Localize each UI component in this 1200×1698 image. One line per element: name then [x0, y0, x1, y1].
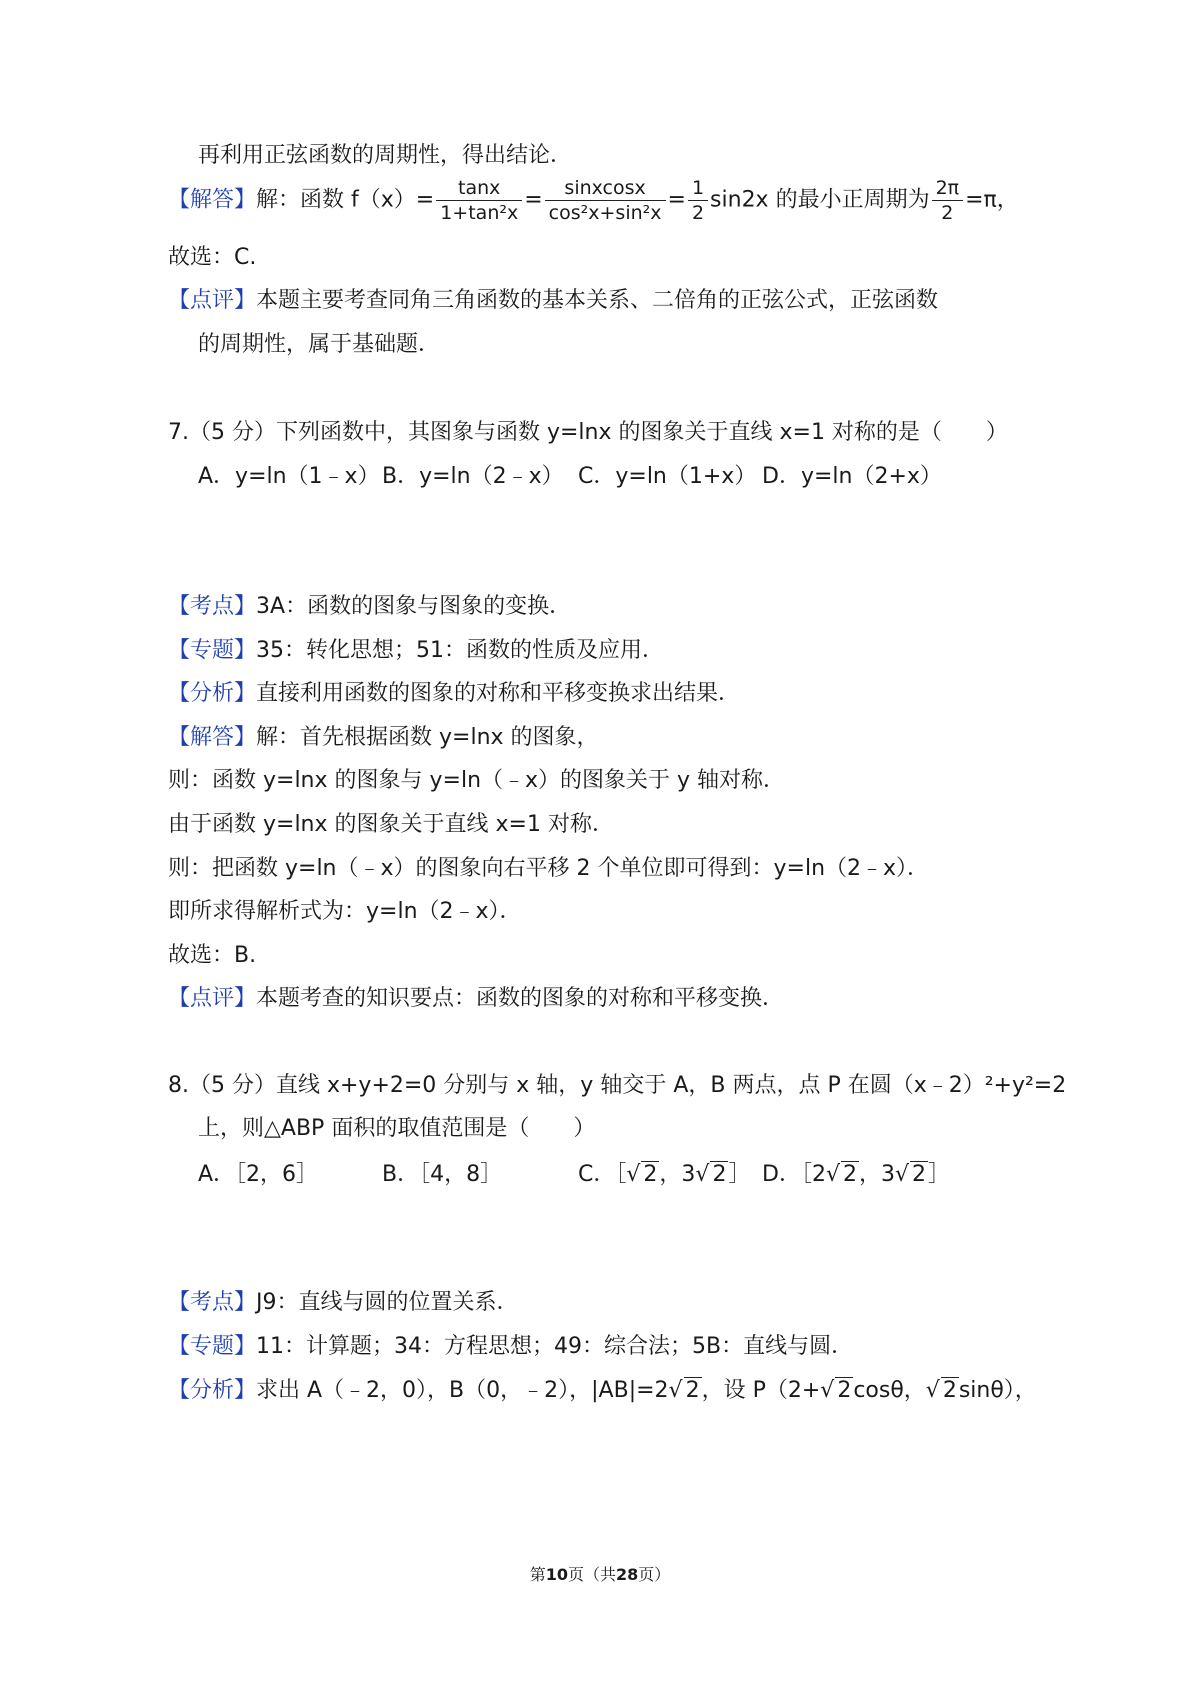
text: B．［4，8］ — [382, 1162, 503, 1187]
text-line — [168, 897, 522, 927]
footer-text: 页） — [638, 1565, 671, 1584]
section-tag: 【专题】 — [168, 638, 257, 663]
fraction — [545, 176, 666, 225]
radicand: 2 — [837, 1378, 852, 1403]
question-stem: 7.（5 分）下列函数中，其图象与函数 y=lnx 的图象关于直线 x=1 对称的是（ ） — [168, 420, 1008, 445]
numerator: 2π — [932, 176, 964, 201]
text: 即所求得解析式为：y=ln（2﹣x）． — [168, 899, 522, 924]
section-tag: 【考点】 — [168, 1290, 257, 1315]
text: 11：计算题；34：方程思想；49：综合法；5B：直线与圆． — [256, 1334, 854, 1359]
text: D．y=ln（2+x） — [762, 464, 942, 489]
text: 由于函数 y=lnx 的图象关于直线 x=1 对称． — [168, 812, 614, 837]
footer-text: 第 — [529, 1565, 546, 1584]
text: ，3 — [659, 1162, 696, 1187]
question-8 — [168, 1071, 1066, 1101]
total-pages: 28 — [616, 1565, 639, 1584]
text: ］ — [728, 1162, 751, 1187]
text: 解：首先根据函数 y=lnx 的图象， — [256, 725, 599, 750]
text-line — [198, 141, 572, 171]
text: ］ — [928, 1162, 951, 1187]
text-line — [168, 243, 256, 273]
option-a — [198, 462, 380, 492]
text-line — [168, 766, 785, 796]
option-b — [382, 1160, 502, 1190]
text: ，设 P（2+ — [701, 1378, 821, 1403]
option-d: D．［2√ 2，3√ 2］ — [762, 1162, 951, 1187]
radicand: 2 — [643, 1162, 658, 1187]
page-number: 10 — [545, 1565, 568, 1584]
text: cosθ， — [853, 1378, 926, 1403]
text: sin2x 的最小正周期为 — [710, 187, 930, 213]
radicand: 2 — [842, 1162, 857, 1187]
text-line — [168, 810, 614, 840]
text: A．［2，6］ — [198, 1162, 319, 1187]
numerator: sinxcosx — [545, 176, 666, 201]
question-7 — [168, 418, 1008, 448]
text-line — [168, 941, 256, 971]
section-tag: 【考点】 — [168, 594, 257, 619]
solution-line — [168, 176, 1019, 225]
text: =π， — [965, 187, 1019, 213]
text: A．y=ln（1﹣x） — [198, 464, 380, 489]
fraction — [688, 176, 708, 225]
section-tag: 【点评】 — [168, 288, 257, 313]
text: sinθ）， — [958, 1378, 1037, 1403]
option-b — [382, 462, 564, 492]
text-line — [198, 1114, 595, 1144]
text: 本题主要考查同角三角函数的基本关系、二倍角的正弦公式，正弦函数 — [256, 288, 939, 313]
radicand: 2 — [912, 1162, 927, 1187]
section-tag: 【点评】 — [168, 986, 257, 1011]
comment-line — [168, 984, 784, 1014]
section-tag: 【解答】 — [168, 725, 257, 750]
radicand: 2 — [685, 1378, 700, 1403]
section-tag: 【专题】 — [168, 1334, 257, 1359]
topic-line — [168, 636, 664, 666]
text: 再利用正弦函数的周期性，得出结论． — [198, 143, 573, 168]
fraction — [436, 176, 522, 225]
text: 的周期性，属于基础题． — [198, 332, 441, 357]
topic-line — [168, 1332, 853, 1362]
text: 本题考查的知识要点：函数的图象的对称和平移变换． — [256, 986, 785, 1011]
text: 求出 A（﹣2，0），B（0，﹣2），|AB|=2 — [256, 1378, 669, 1403]
numerator: tanx — [436, 176, 522, 201]
comment-line — [168, 286, 938, 316]
section-tag: 【分析】 — [168, 681, 257, 706]
section-tag: 【解答】 — [168, 187, 257, 213]
section-tag: 【分析】 — [168, 1378, 257, 1403]
footer-text: 页（共 — [567, 1565, 616, 1584]
text-line — [198, 330, 440, 360]
denominator: cos²x+sin²x — [548, 202, 662, 224]
text: 解：函数 f（x）= — [256, 187, 435, 213]
text: J9：直线与圆的位置关系． — [256, 1290, 519, 1315]
option-c — [578, 462, 756, 492]
text: C．［ — [578, 1162, 627, 1187]
text: = — [524, 187, 543, 213]
text: 则：把函数 y=ln（﹣x）的图象向右平移 2 个单位即可得到：y=ln（2﹣x）． — [168, 856, 930, 881]
text-line — [168, 854, 929, 884]
text: 3A：函数的图象与图象的变换． — [256, 594, 572, 619]
knowledge-point-line — [168, 1288, 519, 1318]
text: D．［2 — [762, 1162, 826, 1187]
text: 故选：B. — [168, 943, 257, 968]
radicand: 2 — [942, 1378, 957, 1403]
denominator: 1+tan²x — [440, 202, 519, 224]
knowledge-point-line — [168, 592, 571, 622]
text: B．y=ln（2﹣x） — [382, 464, 564, 489]
text: 则：函数 y=lnx 的图象与 y=ln（﹣x）的图象关于 y 轴对称． — [168, 768, 786, 793]
text: C．y=ln（1+x） — [578, 464, 757, 489]
text: 直接利用函数的图象的对称和平移变换求出结果． — [256, 681, 741, 706]
option-d — [762, 462, 942, 492]
question-stem: 8.（5 分）直线 x+y+2=0 分别与 x 轴，y 轴交于 A，B 两点，点 P 在圆（x﹣2）²+y²=2 — [168, 1073, 1067, 1098]
solution-line — [168, 723, 599, 753]
denominator: 2 — [691, 202, 705, 224]
text: = — [667, 187, 686, 213]
fraction — [932, 176, 964, 225]
option-a — [198, 1160, 318, 1190]
denominator: 2 — [941, 202, 954, 224]
text: 故选：C. — [168, 245, 257, 270]
page-footer — [0, 1562, 1200, 1585]
analysis-line — [168, 679, 740, 709]
analysis-line: 【分析】求出 A（﹣2，0），B（0，﹣2），|AB|=2√ 2，设 P（2+√ 2cosθ，√ 2sinθ）， — [168, 1378, 1037, 1403]
text: 上，则△ABP 面积的取值范围是（ ） — [198, 1116, 596, 1141]
radicand: 2 — [712, 1162, 727, 1187]
text: 35：转化思想；51：函数的性质及应用． — [256, 638, 665, 663]
text: ，3 — [858, 1162, 895, 1187]
option-c: C．［√ 2，3√ 2］ — [578, 1162, 751, 1187]
numerator: 1 — [688, 176, 708, 201]
